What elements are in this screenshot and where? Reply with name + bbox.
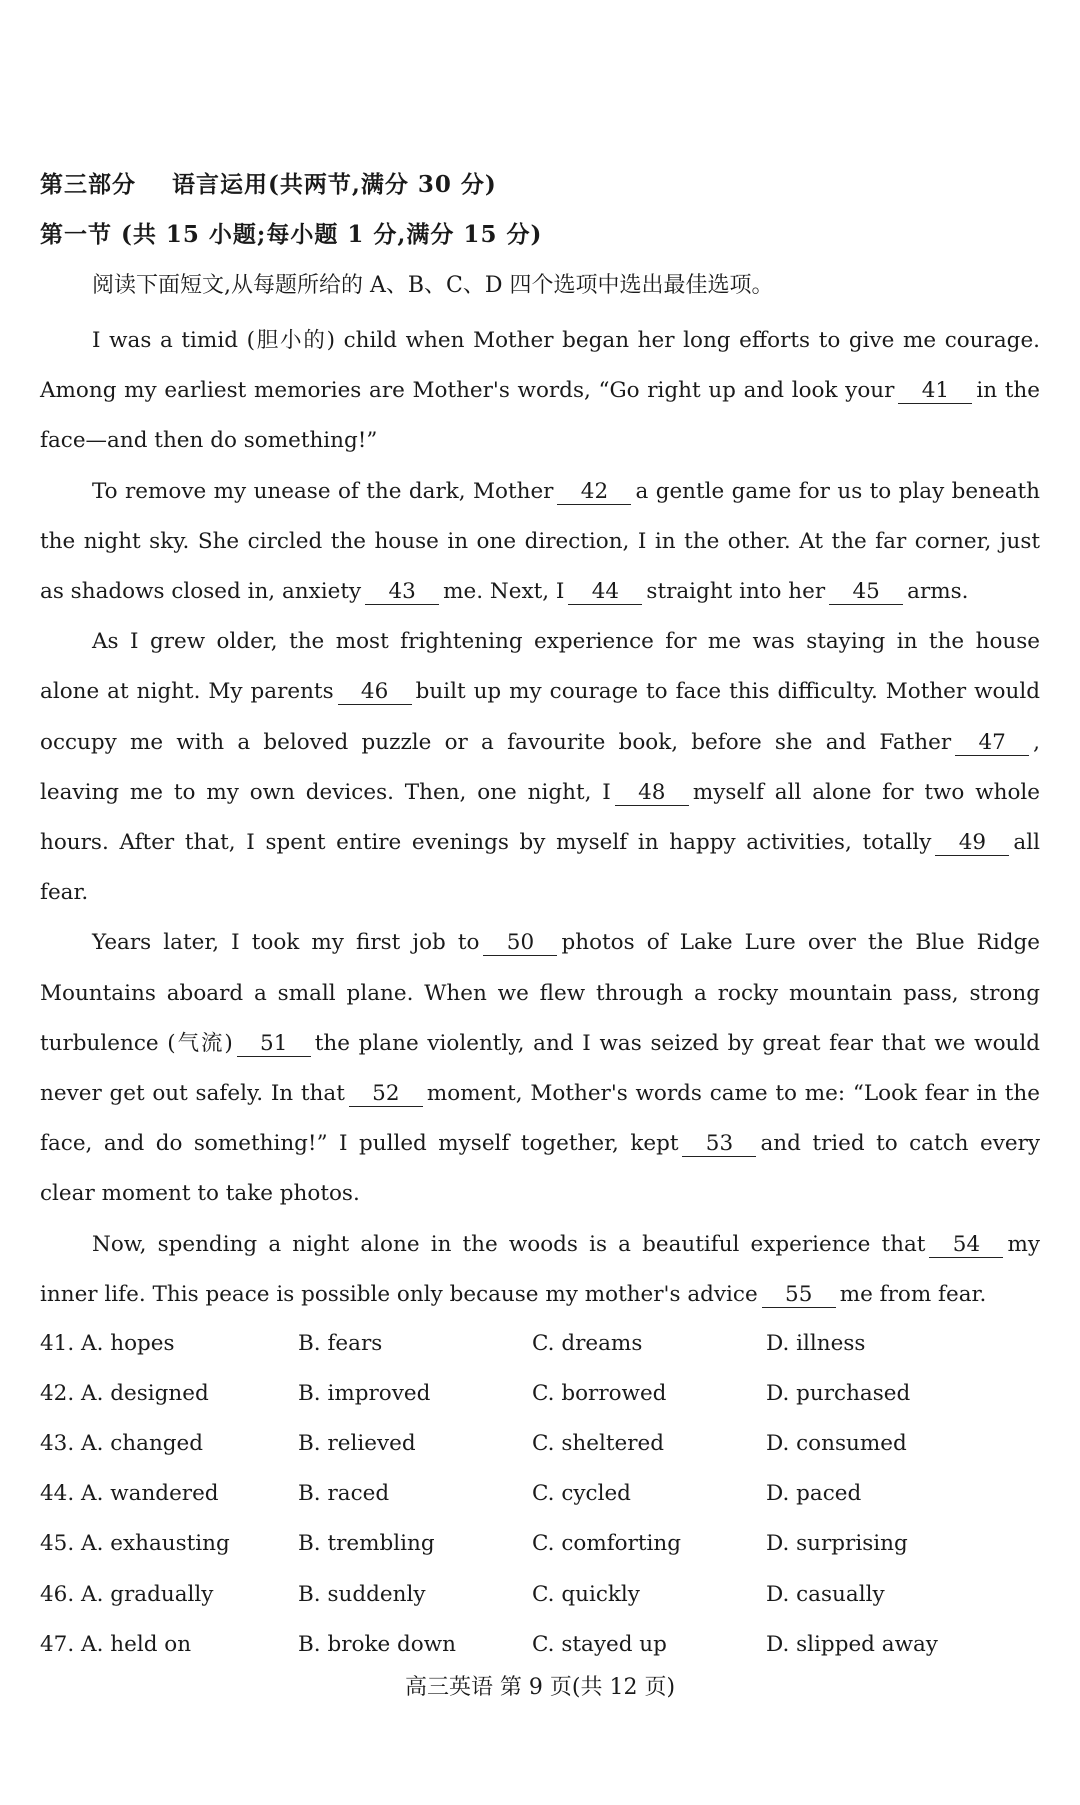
paragraph-5 <box>40 1220 1040 1320</box>
option-a <box>40 1481 298 1506</box>
option-a <box>40 1331 298 1356</box>
option-c: C. sheltered <box>532 1430 664 1456</box>
blank-52: 52 <box>349 1082 423 1107</box>
blank-45: 45 <box>829 580 903 605</box>
passage-text: To remove my unease of the dark, Mother <box>92 478 554 504</box>
option-b: B. relieved <box>298 1430 416 1456</box>
option-row-42 <box>40 1368 1040 1418</box>
option-d: D. illness <box>766 1330 866 1356</box>
question-number: 45. <box>40 1531 75 1557</box>
option-row-44 <box>40 1469 1040 1519</box>
option-c: C. dreams <box>532 1330 643 1356</box>
question-number: 47. <box>40 1631 75 1657</box>
option-a-text: A. changed <box>81 1430 204 1456</box>
option-c: C. stayed up <box>532 1631 667 1657</box>
paragraph-2 <box>40 467 1040 618</box>
paragraph-4 <box>40 918 1040 1219</box>
page-footer: 高三英语 第 9 页(共 12 页) <box>404 1675 676 1700</box>
option-a-text: A. exhausting <box>81 1531 230 1557</box>
option-a <box>40 1531 298 1556</box>
passage-text: moment, Mother's words came to me: “Look fear in the face, and do something!” I pulled myself together, kept <box>40 1081 1041 1157</box>
option-a <box>40 1582 298 1607</box>
option-d: D. consumed <box>766 1430 907 1456</box>
option-b: B. broke down <box>298 1631 456 1657</box>
passage-text: all fear. <box>40 830 1040 906</box>
paragraph-3 <box>40 617 1040 918</box>
passage-text: Now, spending a night alone in the woods is a beautiful experience that <box>92 1231 926 1257</box>
option-b: B. trembling <box>298 1531 435 1557</box>
passage-text: myself all alone for two whole hours. After that, I spent entire evenings by myself in happy activities, totally <box>40 779 1040 856</box>
passage-text: built up my courage to face this difficulty. Mother would occupy me with a beloved puzzle or a favourite book, before she and Father <box>40 679 1040 755</box>
section-title: 语言运用(共两节,满分 30 分) <box>172 171 497 198</box>
instruction-text: 阅读下面短文,从每题所给的 A、B、C、D 四个选项中选出最佳选项。 <box>92 273 774 298</box>
question-number: 42. <box>40 1380 75 1406</box>
passage-text: photos of Lake Lure over the Blue Ridge Mountains aboard a small plane. When we flew through a rocky mountain pass, strong turbulence (气流) <box>40 930 1040 1056</box>
option-d: D. casually <box>766 1581 885 1607</box>
option-a-text: A. hopes <box>81 1330 175 1356</box>
option-a-text: A. gradually <box>81 1581 214 1607</box>
blank-43: 43 <box>365 580 439 605</box>
section-number: 第三部分 <box>40 171 136 198</box>
question-number: 43. <box>40 1430 75 1456</box>
section-heading <box>40 166 497 199</box>
blank-46: 46 <box>338 680 412 705</box>
passage-text: arms. <box>907 579 969 605</box>
subsection-heading: 第一节 (共 15 小题;每小题 1 分,满分 15 分) <box>40 221 543 248</box>
options-list <box>40 1318 1040 1669</box>
passage-text: my inner life. This peace is possible only because my mother's advice <box>40 1231 1040 1307</box>
option-a-text: A. held on <box>81 1631 192 1657</box>
blank-41: 41 <box>898 379 972 404</box>
option-a <box>40 1431 298 1456</box>
passage-text: I was a timid (胆小的) child when Mother began her long efforts to give me courage. Among my earliest memories are Mother's words, “Go right up and look your <box>40 328 1040 404</box>
question-number: 44. <box>40 1481 75 1507</box>
question-number: 46. <box>40 1581 75 1607</box>
option-row-41 <box>40 1318 1040 1368</box>
passage-text: straight into her <box>646 579 826 605</box>
option-a-text: A. designed <box>81 1380 209 1406</box>
blank-51: 51 <box>237 1032 311 1057</box>
option-a <box>40 1632 298 1657</box>
option-d: D. purchased <box>766 1380 911 1406</box>
blank-54: 54 <box>929 1233 1003 1258</box>
blank-47: 47 <box>955 731 1029 756</box>
passage-text: the plane violently, and I was seized by great fear that we would never get out safely. In that <box>40 1030 1040 1107</box>
blank-50: 50 <box>483 931 557 956</box>
option-a-text: A. wandered <box>81 1481 219 1507</box>
blank-53: 53 <box>682 1132 756 1157</box>
option-d: D. paced <box>766 1481 862 1507</box>
option-d: D. slipped away <box>766 1631 938 1657</box>
passage-text: As I grew older, the most frightening experience for me was staying in the house alone at night. My parents <box>40 629 1040 705</box>
blank-55: 55 <box>762 1283 836 1308</box>
option-b: B. suddenly <box>298 1581 426 1607</box>
option-c: C. comforting <box>532 1531 682 1557</box>
question-number: 41. <box>40 1330 75 1356</box>
passage-text: Years later, I took my first job to <box>92 930 480 956</box>
passage-text: , leaving me to my own devices. Then, one night, I <box>40 729 1040 805</box>
paragraph-1 <box>40 316 1040 467</box>
passage-text: a gentle game for us to play beneath the night sky. She circled the house in one direction, I in the other. At the far corner, just as shadows closed in, anxiety <box>40 478 1040 605</box>
cloze-passage <box>40 316 1040 1320</box>
blank-44: 44 <box>568 580 642 605</box>
passage-text: me from fear. <box>839 1281 987 1307</box>
option-a <box>40 1381 298 1406</box>
option-c: C. cycled <box>532 1481 631 1507</box>
option-row-47 <box>40 1619 1040 1669</box>
passage-text: in the face—and then do something!” <box>40 378 1040 454</box>
option-row-45 <box>40 1519 1040 1569</box>
blank-48: 48 <box>615 781 689 806</box>
blank-49: 49 <box>935 831 1009 856</box>
option-c: C. borrowed <box>532 1380 667 1406</box>
blank-42: 42 <box>557 480 631 505</box>
option-row-46 <box>40 1569 1040 1619</box>
passage-text: and tried to catch every clear moment to take photos. <box>40 1131 1040 1207</box>
option-c: C. quickly <box>532 1581 640 1607</box>
option-b: B. fears <box>298 1330 383 1356</box>
option-d: D. surprising <box>766 1531 908 1557</box>
option-b: B. raced <box>298 1481 390 1507</box>
passage-text: me. Next, I <box>443 579 565 605</box>
option-row-43 <box>40 1418 1040 1468</box>
option-b: B. improved <box>298 1380 431 1406</box>
